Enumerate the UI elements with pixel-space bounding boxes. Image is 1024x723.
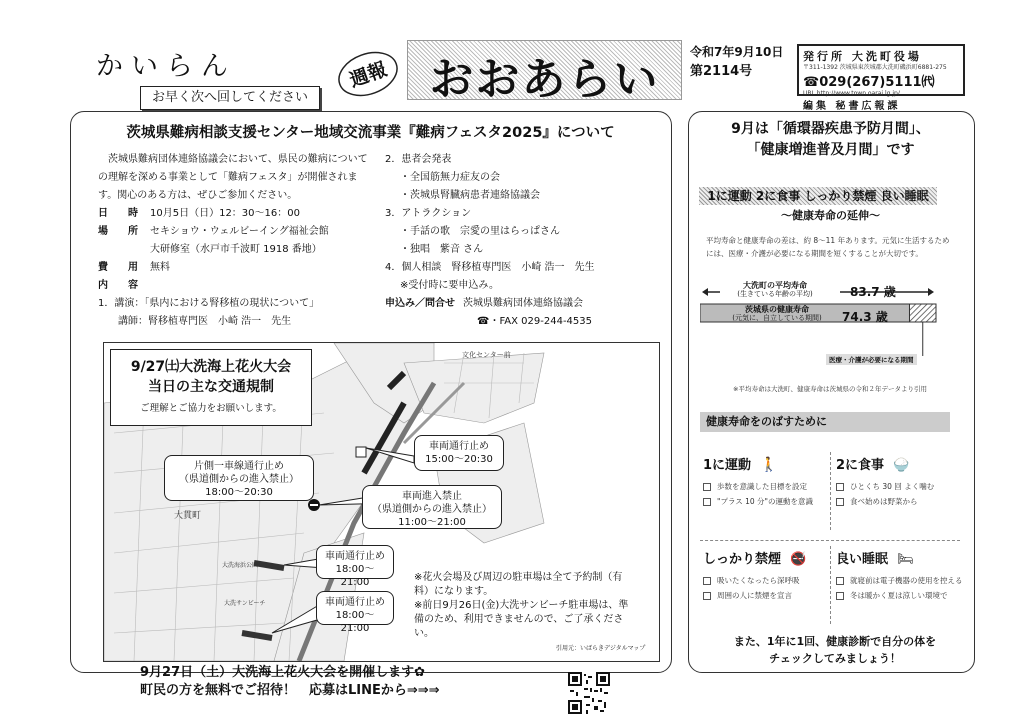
exercise-item-2: "プラス 10 分"の運動を意識 — [703, 494, 828, 509]
content-3a: ・手話の歌 宗愛の里はらっぱさん — [400, 226, 560, 237]
health-slogan: 1に運動 2に食事 しっかり禁煙 良い睡眠 — [699, 187, 937, 205]
healthy-life-title: 茨城県の健康寿命 — [745, 305, 809, 314]
avg-life-value: 83.7 歳 — [850, 285, 896, 299]
kairan-label: かいらん — [96, 51, 236, 82]
banner-line-1: 9月27日（土）大洗海上花火大会を開催します✿ — [140, 665, 426, 680]
publisher-dept: 編集 秘書広報課 — [803, 101, 901, 112]
sleep-title: 良い睡眠 — [836, 552, 889, 567]
checkup-line-1: また、1年に1回、健康診断で自分の体を — [733, 635, 937, 648]
masthead — [407, 40, 682, 105]
publisher-url[interactable]: URL http://www.town.oarai.lg.jp/ — [803, 90, 900, 97]
sleep-block — [836, 548, 971, 603]
article-title: 茨城県難病相談支援センター地域交流事業『難病フェスタ2025』について — [126, 125, 615, 141]
care-period-label: 医療・介護が必要になる期間 — [826, 354, 917, 365]
food-block — [836, 454, 966, 509]
publisher-box — [797, 44, 965, 112]
checkbox[interactable] — [703, 483, 711, 491]
place-key: 場 所 — [98, 226, 138, 237]
traffic-map — [103, 342, 660, 662]
callout-closure-2: 片側一車線通行止め （県道側からの進入禁止） 18:00～20:30 — [164, 455, 314, 501]
checkbox[interactable] — [836, 577, 844, 585]
checkbox[interactable] — [836, 592, 844, 600]
place-value-2: 大研修室（水戸市千波町 1918 番地） — [150, 244, 322, 255]
fee-key: 費 用 — [98, 262, 138, 273]
content-4: 4．個人相談 腎移植専門医 小崎 浩一 先生 — [385, 262, 595, 273]
health-subtitle: ～健康寿命の延伸～ — [781, 209, 880, 222]
health-title — [688, 119, 973, 161]
bed-icon: 🛏 — [897, 552, 914, 567]
content-row — [98, 277, 376, 295]
healthy-life-value: 74.3 歳 — [842, 310, 888, 324]
content-4-note: ※受付時に要申込み。 — [400, 280, 499, 291]
sleep-item-1: 就寝前は電子機器の使用を控える — [836, 573, 971, 588]
article-left-column — [98, 151, 376, 331]
fee-row — [98, 259, 376, 277]
smoking-title: しっかり禁煙 — [703, 552, 782, 567]
map-note-2: ※前日9月26日(金)大洗サンビーチ駐車場は、準備のため、利用できませんので、ご了承ください。 — [414, 600, 629, 639]
contact-value: 茨城県難病団体連絡協議会 — [463, 298, 583, 309]
checkbox[interactable] — [836, 498, 844, 506]
checker-icon — [356, 447, 366, 457]
map-label-bunka: 文化センター前 — [462, 351, 511, 359]
divider — [830, 452, 831, 530]
issue-number: 第2114号 — [690, 64, 753, 79]
pass-notice: お早く次へ回してください — [140, 86, 320, 110]
publisher-tel: ☎029(267)5111㈹ — [803, 75, 935, 90]
food-title: 2に食事 — [836, 458, 885, 473]
contact-tel: ☎・FAX 029-244-4535 — [477, 316, 592, 327]
callout-closure-4: 車両通行止め 18:00～21:00 — [316, 545, 394, 579]
content-1-lecturer: 講師：腎移植専門医 小崎 浩一 先生 — [118, 316, 292, 327]
map-label-beach: 大洗サンビーチ — [224, 600, 266, 607]
article-intro: 茨城県難病団体連絡協議会において、県民の難病についての理解を深める事業として「難病フェスタ」が開催されます。関心のある方は、ぜひご参加ください。 — [98, 154, 368, 201]
publisher-address: 〒311-1392 茨城県東茨城郡大洗町磯浜町6881-275 — [803, 64, 947, 71]
healthy-life-sub: (元気に、自立している期間) — [732, 314, 822, 322]
date-value: 10月5日（日）12：30～16：00 — [150, 208, 300, 219]
avg-life-label — [720, 282, 830, 298]
callout-closure-5: 車両通行止め 18:00～21:00 — [316, 591, 394, 625]
exercise-title: 1に運動 — [703, 458, 752, 473]
map-note-1: ※花火会場及び周辺の駐車場は全て予約制（有料）になります。 — [414, 572, 623, 597]
food-item-1: ひとくち 30 回 よく噛む — [836, 479, 966, 494]
exercise-item-1: 歩数を意識した目標を設定 — [703, 479, 828, 494]
divider — [830, 546, 831, 624]
map-label-park: 大洗海浜公園 — [222, 562, 259, 569]
masthead-title: おおあらい — [429, 54, 660, 105]
banner-line-2: 町民の方を無料でご招待！ 応募はLINEから⇒⇒⇒ — [140, 683, 440, 698]
exercise-block — [703, 454, 828, 509]
callout-closure-1: 車両通行止め 15:00～20:30 — [414, 435, 504, 471]
checkup-line-2: チェックしてみましょう！ — [769, 652, 901, 665]
weekly-badge — [333, 44, 403, 102]
checkup-message — [700, 633, 970, 667]
map-title-1: 9/27㈯大洗海上花火大会 — [130, 359, 292, 375]
food-item-2: 食べ始めは野菜から — [836, 494, 966, 509]
issue-info — [690, 44, 783, 80]
smoking-item-1: 吸いたくなったら深呼吸 — [703, 573, 828, 588]
content-2b: ・茨城県腎臓病患者連絡協議会 — [400, 190, 540, 201]
walking-icon: 🚶 — [760, 457, 778, 473]
date-row — [98, 205, 376, 223]
content-key: 内 容 — [98, 280, 138, 291]
checkbox[interactable] — [703, 577, 711, 585]
health-source-note: ※平均寿命は大洗町、健康寿命は茨城県の令和２年データより引用 — [733, 385, 927, 393]
checkbox[interactable] — [703, 592, 711, 600]
map-source: 引用元：いばらきデジタルマップ — [556, 645, 646, 652]
date-key: 日 時 — [98, 208, 138, 219]
content-2a: ・全国筋無力症友の会 — [400, 172, 500, 183]
avg-life-sub: (生きている年齢の平均) — [737, 290, 813, 298]
checkbox[interactable] — [703, 498, 711, 506]
weekly-label: 週報 — [346, 58, 390, 92]
publisher-name: 発行所 大洗町役場 — [803, 50, 922, 63]
issue-date: 令和7年9月10日 — [690, 45, 784, 59]
rice-bowl-icon: 🍚 — [893, 458, 910, 473]
article-right-column — [385, 151, 665, 331]
map-notes — [408, 565, 636, 647]
avg-life-title: 大洗町の平均寿命 — [743, 281, 807, 290]
health-title-1: 9月は「循環器疾患予防月間」、 — [731, 121, 930, 137]
map-title-2: 当日の主な交通規制 — [148, 379, 274, 395]
health-section-bar: 健康寿命をのばすために — [700, 412, 950, 432]
map-title-3: ご理解とご協力をお願いします。 — [140, 403, 282, 414]
health-title-2: 「健康増進普及月間」です — [746, 142, 915, 158]
map-label-onuki: 大貫町 — [174, 511, 202, 521]
callout-closure-3: 車両進入禁止 （県道側からの進入禁止） 11:00～21:00 — [362, 485, 502, 529]
content-3: 3．アトラクション — [385, 208, 472, 219]
map-title-box — [110, 349, 312, 426]
fee-value: 無料 — [150, 262, 170, 273]
content-3b: ・独唱 紫音 さん — [400, 244, 484, 255]
checkbox[interactable] — [836, 483, 844, 491]
smoking-item-2: 周囲の人に禁煙を宣言 — [703, 588, 828, 603]
health-explain: 平均寿命と健康寿命の差は、約 8～11 年あります。元気に生活するためには、医療・介護が必要になる期間を短くすることが大切です。 — [706, 236, 950, 258]
fireworks-banner — [140, 664, 640, 700]
no-smoking-icon: 🚭 — [790, 552, 807, 567]
care-period-bar — [909, 304, 936, 322]
content-2: 2．患者会発表 — [385, 154, 452, 165]
sleep-item-2: 冬は暖かく夏は涼しい環境で — [836, 588, 971, 603]
contact-row — [385, 295, 665, 313]
healthy-life-label — [722, 306, 832, 322]
smoking-block — [703, 548, 828, 603]
divider — [700, 540, 960, 541]
line-qr-code[interactable] — [568, 672, 610, 714]
content-1: 1．講演：「県内における腎移植の現状について」 — [98, 298, 320, 309]
place-row — [98, 223, 376, 241]
place-row-2 — [98, 241, 376, 259]
contact-key: 申込み／問合せ — [385, 298, 455, 309]
place-value: セキショウ・ウェルビーイング福祉会館 — [150, 226, 329, 237]
